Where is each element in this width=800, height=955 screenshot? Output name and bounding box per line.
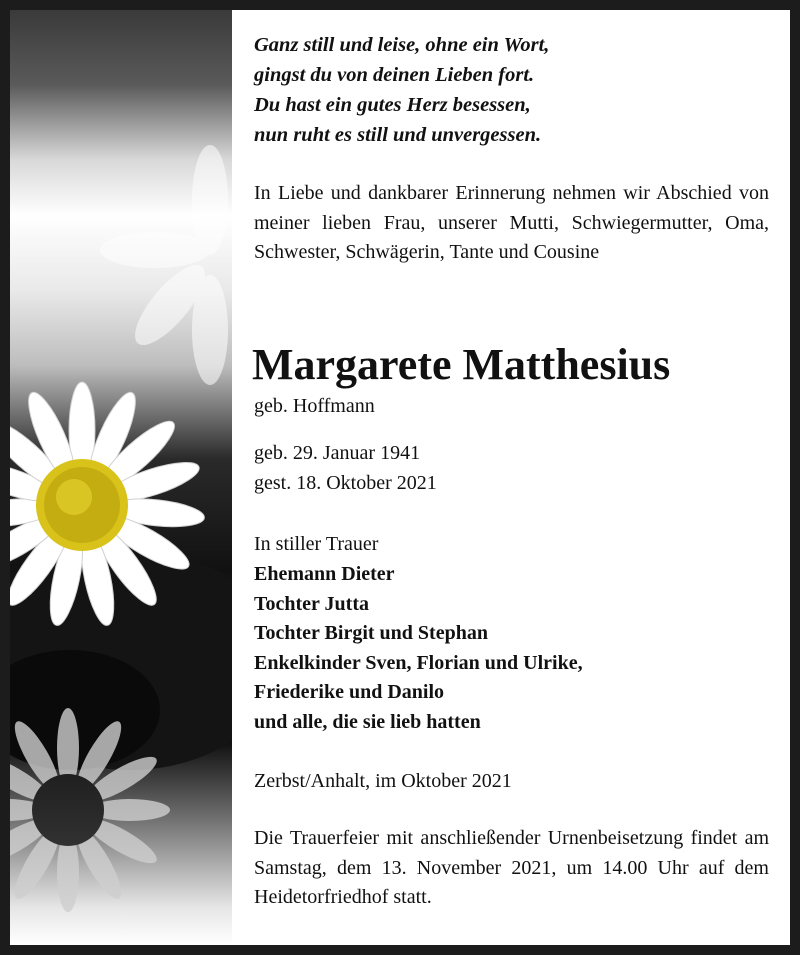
daisy-flower-image <box>10 10 232 945</box>
memorial-verse <box>254 30 774 150</box>
deceased-name: Margarete Matthesius <box>252 340 671 389</box>
verse-line: gingst du von deinen Lieben fort. <box>254 64 535 86</box>
mourner-name: Enkelkinder Sven, Florian und Ulrike, <box>254 652 583 674</box>
mourner-name: Ehemann Dieter <box>254 563 395 585</box>
verse-line: Ganz still und leise, ohne ein Wort, <box>254 34 550 56</box>
verse-line: Du hast ein gutes Herz besessen, <box>254 94 531 116</box>
maiden-name: geb. Hoffmann <box>254 395 375 417</box>
mourner-name: Friederike und Danilo <box>254 681 445 703</box>
death-date: gest. 18. Oktober 2021 <box>254 472 437 494</box>
announcement-text: In Liebe und dankbarer Erinnerung nehmen wir Abschied von meiner lieben Frau, unserer Mutti, Schwiegermutter, Oma, Schwester, Schwägerin, Tante und Cousine <box>254 182 769 263</box>
mourners-heading: In stiller Trauer <box>254 533 379 555</box>
place-and-date: Zerbst/Anhalt, im Oktober 2021 <box>254 770 512 792</box>
obituary-text-panel <box>232 10 790 945</box>
mourner-name: Tochter Birgit und Stephan <box>254 622 488 644</box>
mourner-name: und alle, die sie lieb hatten <box>254 711 481 733</box>
birth-date: geb. 29. Januar 1941 <box>254 442 421 464</box>
funeral-service-info: Die Trauerfeier mit anschließender Urnenbeisetzung findet am Samstag, dem 13. November 2021, um 14.00 Uhr auf dem Heidetorfriedhof statt. <box>254 827 769 908</box>
verse-line: nun ruht es still und unvergessen. <box>254 124 542 146</box>
daisy-illustration <box>10 10 232 945</box>
mourner-name: Tochter Jutta <box>254 593 369 615</box>
